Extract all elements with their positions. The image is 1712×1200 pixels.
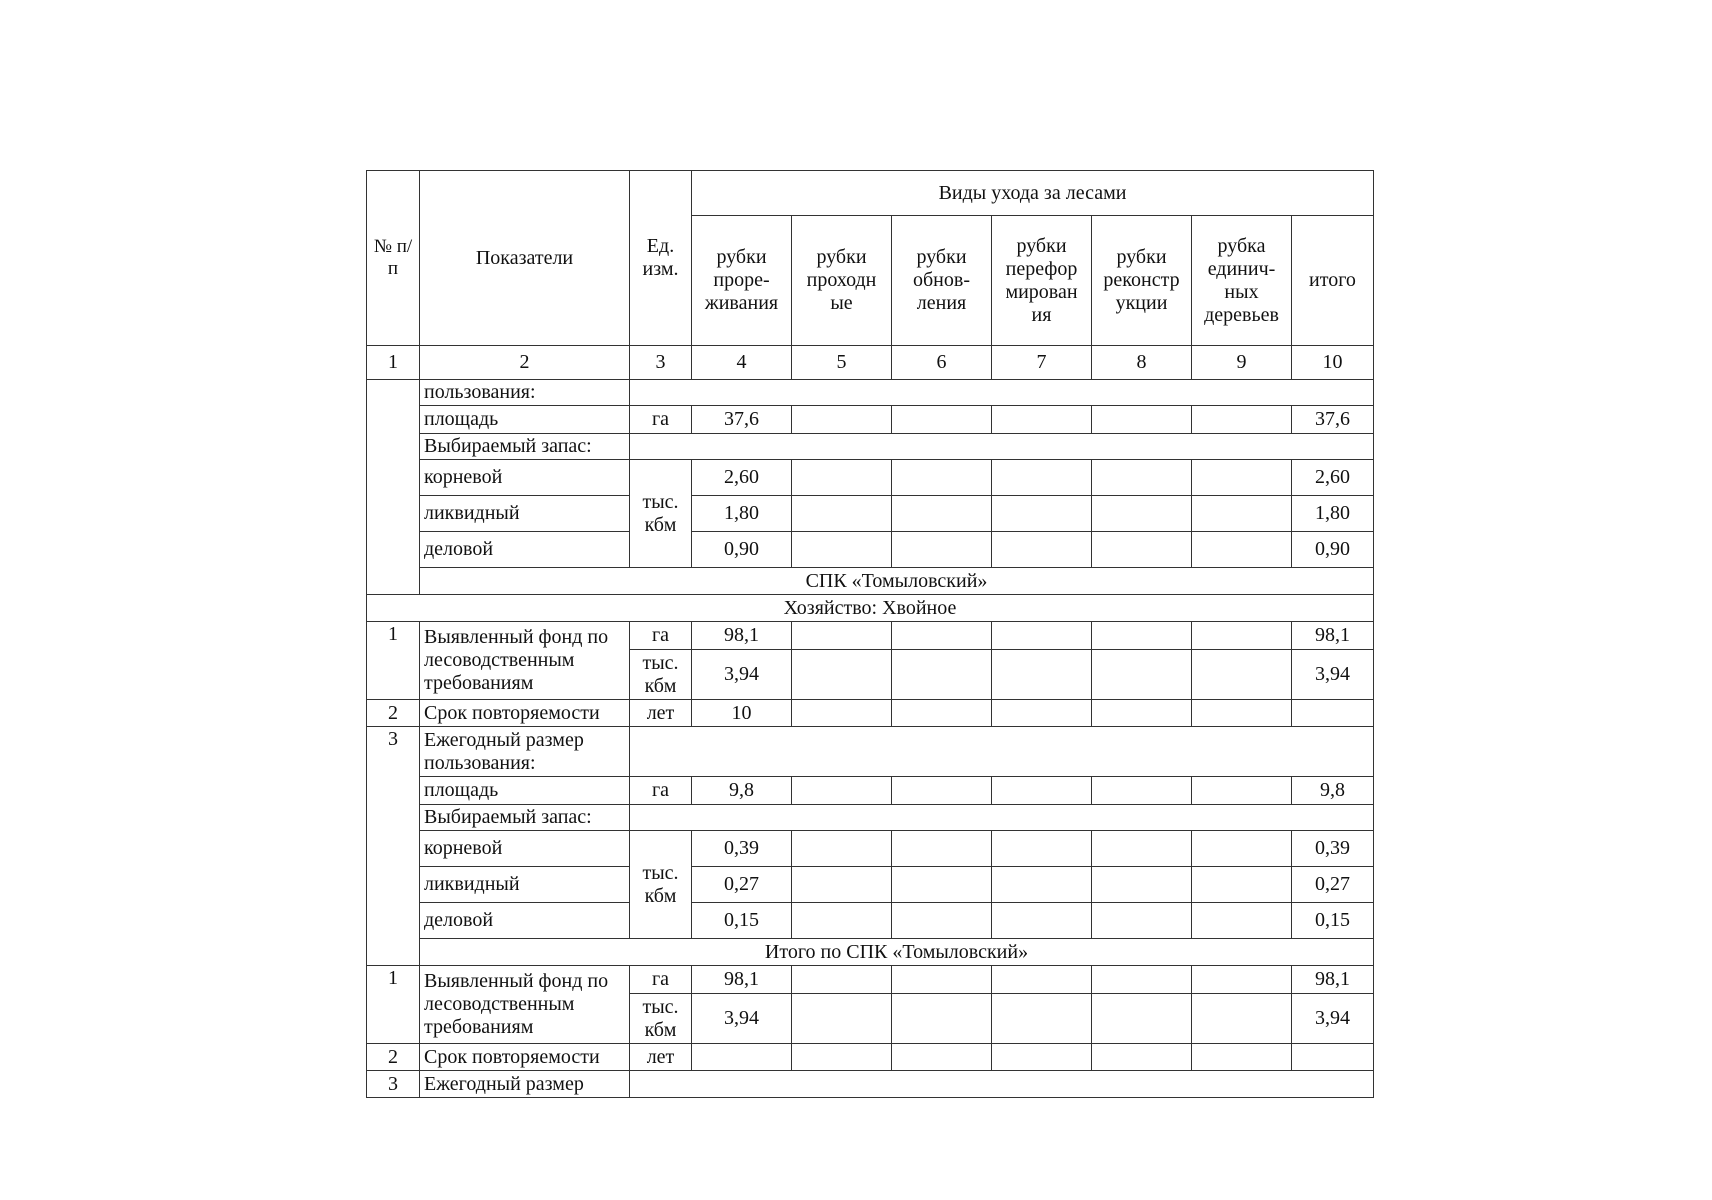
row-number: 1	[367, 966, 420, 1044]
column-number: 2	[420, 346, 630, 380]
row-label: Срок повторяемости	[420, 1044, 630, 1071]
table-row	[367, 966, 1374, 994]
row-label: площадь	[420, 777, 630, 805]
row-number: 2	[367, 700, 420, 727]
total-cell: 0,39	[1292, 831, 1374, 867]
value-cell: 98,1	[692, 622, 792, 650]
header-row-1	[367, 171, 1374, 216]
column-number: 4	[692, 346, 792, 380]
value-cell: 37,6	[692, 406, 792, 434]
column-number: 3	[630, 346, 692, 380]
forest-care-table	[366, 170, 1374, 1098]
row-label: корневой	[420, 460, 630, 496]
value-cell: 3,94	[692, 994, 792, 1044]
col-thinning-header: рубки проре-живания	[692, 216, 792, 346]
row-label: Ежегодный размер	[420, 1071, 630, 1098]
total-cell: 0,27	[1292, 867, 1374, 903]
row-label: площадь	[420, 406, 630, 434]
value-cell: 1,80	[692, 496, 792, 532]
unit-cell: тыс. кбм	[630, 994, 692, 1044]
table-row	[367, 831, 1374, 867]
empty-cell	[630, 380, 1374, 406]
row-label: Выявленный фонд по лесоводственным требованиям	[420, 966, 630, 1044]
col-indicators-header: Показатели	[420, 171, 630, 346]
row-label: Выбираемый запас:	[420, 805, 630, 831]
table-row	[367, 434, 1374, 460]
table-row	[367, 700, 1374, 727]
unit-cell: га	[630, 777, 692, 805]
unit-cell: лет	[630, 700, 692, 727]
unit-cell: га	[630, 622, 692, 650]
row-label: ликвидный	[420, 496, 630, 532]
empty-cell	[630, 434, 1374, 460]
table-row	[367, 380, 1374, 406]
section-title: СПК «Томыловский»	[420, 568, 1374, 595]
unit-cell: тыс. кбм	[630, 460, 692, 568]
row-number: 3	[367, 1071, 420, 1098]
row-number-cell	[367, 380, 420, 595]
unit-cell: лет	[630, 1044, 692, 1071]
column-numbers-row	[367, 346, 1374, 380]
col-single-trees-header: рубка единич-ных деревьев	[1192, 216, 1292, 346]
row-label: корневой	[420, 831, 630, 867]
column-number: 7	[992, 346, 1092, 380]
row-label: Выявленный фонд по лесоводственным требованиям	[420, 622, 630, 700]
total-cell: 2,60	[1292, 460, 1374, 496]
column-number: 9	[1192, 346, 1292, 380]
unit-cell: тыс. кбм	[630, 650, 692, 700]
empty-cell	[630, 1071, 1374, 1098]
value-cell: 9,8	[692, 777, 792, 805]
section-subtitle-row	[367, 595, 1374, 622]
empty-cell	[630, 805, 1374, 831]
table-row	[367, 406, 1374, 434]
value-cell: 98,1	[692, 966, 792, 994]
table-row	[367, 777, 1374, 805]
total-cell: 98,1	[1292, 966, 1374, 994]
row-label: Ежегодный размер пользования:	[420, 727, 630, 777]
col-passage-header: рубки проходн ые	[792, 216, 892, 346]
table-row	[367, 1044, 1374, 1071]
row-label: ликвидный	[420, 867, 630, 903]
table-row	[367, 805, 1374, 831]
row-number: 1	[367, 622, 420, 700]
total-cell: 0,90	[1292, 532, 1374, 568]
empty-cell	[630, 727, 1374, 777]
col-renewal-header: рубки обнов-ления	[892, 216, 992, 346]
unit-cell: га	[630, 966, 692, 994]
section-subtitle: Хозяйство: Хвойное	[367, 595, 1374, 622]
table-row	[367, 1071, 1374, 1098]
column-number: 8	[1092, 346, 1192, 380]
value-cell: 3,94	[692, 650, 792, 700]
row-label: Срок повторяемости	[420, 700, 630, 727]
table-row	[367, 622, 1374, 650]
row-number: 3	[367, 727, 420, 966]
table-row	[367, 727, 1374, 777]
total-cell: 9,8	[1292, 777, 1374, 805]
row-label: пользования:	[420, 380, 630, 406]
table-row	[367, 460, 1374, 496]
col-reconstruction-header: рубки реконстр укции	[1092, 216, 1192, 346]
row-label: деловой	[420, 903, 630, 939]
table-row	[367, 532, 1374, 568]
total-cell: 37,6	[1292, 406, 1374, 434]
col-no-header: № п/п	[367, 171, 420, 346]
unit-cell: тыс. кбм	[630, 831, 692, 939]
section-title-row	[367, 568, 1374, 595]
column-number: 5	[792, 346, 892, 380]
value-cell: 0,39	[692, 831, 792, 867]
total-cell: 3,94	[1292, 650, 1374, 700]
column-number: 6	[892, 346, 992, 380]
column-number: 10	[1292, 346, 1374, 380]
total-cell: 1,80	[1292, 496, 1374, 532]
section-title: Итого по СПК «Томыловский»	[420, 939, 1374, 966]
section-title-row	[367, 939, 1374, 966]
column-number: 1	[367, 346, 420, 380]
unit-cell: га	[630, 406, 692, 434]
row-label: Выбираемый запас:	[420, 434, 630, 460]
table-row	[367, 903, 1374, 939]
value-cell: 2,60	[692, 460, 792, 496]
total-cell: 98,1	[1292, 622, 1374, 650]
value-cell: 0,27	[692, 867, 792, 903]
group-title: Виды ухода за лесами	[692, 171, 1374, 216]
row-label: деловой	[420, 532, 630, 568]
value-cell: 10	[692, 700, 792, 727]
row-number: 2	[367, 1044, 420, 1071]
value-cell: 0,90	[692, 532, 792, 568]
table-row	[367, 496, 1374, 532]
value-cell: 0,15	[692, 903, 792, 939]
total-cell: 0,15	[1292, 903, 1374, 939]
col-reform-header: рубки перефор мирован ия	[992, 216, 1092, 346]
col-unit-header: Ед. изм.	[630, 171, 692, 346]
total-cell: 3,94	[1292, 994, 1374, 1044]
table-row	[367, 867, 1374, 903]
col-total-header: итого	[1292, 216, 1374, 346]
